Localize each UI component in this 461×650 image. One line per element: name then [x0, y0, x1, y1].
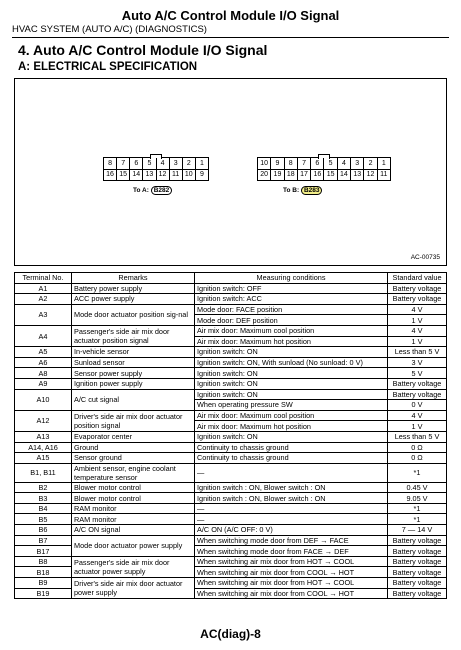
- remarks-cell: Battery power supply: [72, 283, 195, 294]
- connector-a-pin: 15: [117, 169, 130, 180]
- terminal-cell: A4: [15, 325, 72, 346]
- remarks-cell: RAM monitor: [72, 514, 195, 525]
- standard-value-cell: Battery voltage: [388, 294, 447, 305]
- terminal-cell: B9: [15, 578, 72, 589]
- terminal-cell: A3: [15, 304, 72, 325]
- standard-value-cell: 1 V: [388, 421, 447, 432]
- connector-a-pin: 14: [130, 169, 143, 180]
- standard-value-cell: Less than 5 V: [388, 347, 447, 358]
- condition-cell: When switching air mix door from HOT → COOL: [195, 556, 388, 567]
- standard-value-cell: Battery voltage: [388, 546, 447, 557]
- connector-b-code: B283: [301, 186, 323, 195]
- connector-a-top-row: [104, 158, 208, 169]
- connector-b-pin: 8: [285, 158, 298, 169]
- connector-b-bottom-row: [258, 169, 390, 180]
- condition-cell: —: [195, 503, 388, 514]
- table-row: [15, 283, 447, 294]
- remarks-cell: A/C cut signal: [72, 389, 195, 410]
- connector-b-pin: 3: [351, 158, 364, 169]
- connector-a-pin: 4: [157, 158, 170, 169]
- connector-b-pin: 16: [311, 169, 324, 180]
- condition-cell: Air mix door: Maximum hot position: [195, 421, 388, 432]
- standard-value-cell: 3 V: [388, 357, 447, 368]
- terminal-cell: B19: [15, 588, 72, 599]
- condition-cell: Ignition switch: OFF: [195, 283, 388, 294]
- standard-value-cell: *1: [388, 503, 447, 514]
- remarks-cell: Passenger's side air mix door actuator position signal: [72, 325, 195, 346]
- connector-a-pin: 16: [104, 169, 117, 180]
- connector-b-pin: 9: [271, 158, 284, 169]
- section-title: 4. Auto A/C Control Module I/O Signal: [18, 42, 268, 58]
- connector-b-pin: 12: [364, 169, 377, 180]
- terminal-cell: B3: [15, 493, 72, 504]
- remarks-cell: Ignition power supply: [72, 378, 195, 389]
- page-number: AC(diag)-8: [200, 627, 261, 641]
- table-row: [15, 442, 447, 453]
- condition-cell: Ignition switch : ON, Blower switch : ON: [195, 493, 388, 504]
- condition-cell: —: [195, 514, 388, 525]
- remarks-cell: A/C ON signal: [72, 525, 195, 536]
- remarks-cell: Driver's side air mix door actuator position signal: [72, 410, 195, 431]
- connector-b-pin: 1: [381, 160, 386, 167]
- terminal-cell: A8: [15, 368, 72, 379]
- terminal-cell: B2: [15, 482, 72, 493]
- connector-b-pin: 14: [338, 169, 351, 180]
- figure-code: AC-00735: [410, 254, 440, 261]
- standard-value-cell: Battery voltage: [388, 535, 447, 546]
- standard-value-cell: Battery voltage: [388, 556, 447, 567]
- terminal-cell: A13: [15, 431, 72, 442]
- remarks-cell: ACC power supply: [72, 294, 195, 305]
- table-row: [15, 347, 447, 358]
- condition-cell: When switching mode door from FACE → DEF: [195, 546, 388, 557]
- connector-a: [103, 157, 209, 181]
- table-row: [15, 368, 447, 379]
- table-row: [15, 389, 447, 400]
- standard-value-cell: 4 V: [388, 304, 447, 315]
- connector-b-pin: 10: [258, 158, 271, 169]
- connector-a-pin: 12: [157, 169, 170, 180]
- remarks-cell: Mode door actuator power supply: [72, 535, 195, 556]
- connector-a-pin: 3: [170, 158, 183, 169]
- terminal-cell: B7: [15, 535, 72, 546]
- table-header-row: [15, 273, 447, 284]
- terminal-cell: B6: [15, 525, 72, 536]
- remarks-cell: Ground: [72, 442, 195, 453]
- condition-cell: When switching mode door from DEF → FACE: [195, 535, 388, 546]
- condition-cell: Ignition switch: ACC: [195, 294, 388, 305]
- standard-value-cell: 7 — 14 V: [388, 525, 447, 536]
- terminal-cell: B17: [15, 546, 72, 557]
- standard-value-cell: Battery voltage: [388, 283, 447, 294]
- condition-cell: Ignition switch: ON: [195, 389, 388, 400]
- connector-a-pin: 6: [130, 158, 143, 169]
- connector-a-pin: 9: [199, 171, 204, 178]
- remarks-cell: Sunload sensor: [72, 357, 195, 368]
- header-divider: [12, 37, 449, 38]
- standard-value-cell: *1: [388, 514, 447, 525]
- connector-b-caption: [283, 186, 322, 195]
- remarks-cell: Evaporator center: [72, 431, 195, 442]
- table-row: [15, 535, 447, 546]
- connector-a-pin: 7: [117, 158, 130, 169]
- page-header-subtitle: HVAC SYSTEM (AUTO A/C) (DIAGNOSTICS): [12, 24, 207, 35]
- remarks-cell: Sensor power supply: [72, 368, 195, 379]
- remarks-cell: Mode door actuator position sig-nal: [72, 304, 195, 325]
- connector-b-pin: 19: [271, 169, 284, 180]
- terminal-cell: A14, A16: [15, 442, 72, 453]
- condition-cell: Ignition switch : ON, Blower switch : ON: [195, 482, 388, 493]
- terminal-cell: A2: [15, 294, 72, 305]
- condition-cell: Air mix door: Maximum cool position: [195, 410, 388, 421]
- connector-b-pin: 18: [285, 169, 298, 180]
- remarks-cell: In-vehicle sensor: [72, 347, 195, 358]
- connector-a-pin: 10: [183, 169, 196, 180]
- connector-a-pin: 2: [183, 158, 196, 169]
- standard-value-cell: 9.05 V: [388, 493, 447, 504]
- connector-figure: [14, 78, 447, 266]
- terminal-cell: B1, B11: [15, 463, 72, 482]
- standard-value-cell: 0 Ω: [388, 453, 447, 464]
- remarks-cell: RAM monitor: [72, 503, 195, 514]
- standard-value-cell: Battery voltage: [388, 567, 447, 578]
- standard-value-cell: 0.45 V: [388, 482, 447, 493]
- table-row: [15, 463, 447, 482]
- condition-cell: A/C ON (A/C OFF: 0 V): [195, 525, 388, 536]
- condition-cell: Ignition switch: ON: [195, 431, 388, 442]
- table-body: [15, 283, 447, 599]
- connector-b-pin: 17: [298, 169, 311, 180]
- condition-cell: —: [195, 463, 388, 482]
- condition-cell: When switching air mix door from HOT → COOL: [195, 578, 388, 589]
- connector-a-caption: [133, 186, 172, 195]
- table-row: [15, 325, 447, 336]
- table-row: [15, 503, 447, 514]
- connector-b-pin: 7: [298, 158, 311, 169]
- terminal-cell: A5: [15, 347, 72, 358]
- header-conditions: Measuring conditions: [195, 273, 388, 284]
- standard-value-cell: Battery voltage: [388, 389, 447, 400]
- connector-a-pin: 1: [199, 160, 204, 167]
- condition-cell: Air mix door: Maximum hot position: [195, 336, 388, 347]
- standard-value-cell: Battery voltage: [388, 588, 447, 599]
- connector-b-pin: 11: [380, 171, 388, 178]
- remarks-cell: Blower motor control: [72, 482, 195, 493]
- terminal-cell: B5: [15, 514, 72, 525]
- standard-value-cell: 1 V: [388, 315, 447, 326]
- remarks-cell: Blower motor control: [72, 493, 195, 504]
- terminal-cell: B18: [15, 567, 72, 578]
- connector-b-pin: 13: [351, 169, 364, 180]
- connector-b-pin: 20: [258, 169, 271, 180]
- subsection-title: A: ELECTRICAL SPECIFICATION: [18, 61, 198, 73]
- connector-a-pin: 5: [143, 158, 156, 169]
- remarks-cell: Driver's side air mix door actuator power supply: [72, 578, 195, 599]
- standard-value-cell: 4 V: [388, 410, 447, 421]
- connector-a-pin: 8: [104, 158, 117, 169]
- condition-cell: Continuity to chassis ground: [195, 453, 388, 464]
- io-signal-table: [14, 272, 447, 599]
- standard-value-cell: 5 V: [388, 368, 447, 379]
- remarks-cell: Sensor ground: [72, 453, 195, 464]
- standard-value-cell: 0 V: [388, 400, 447, 411]
- table-row: [15, 514, 447, 525]
- connector-b-pin: 6: [311, 158, 324, 169]
- table-row: [15, 453, 447, 464]
- standard-value-cell: Less than 5 V: [388, 431, 447, 442]
- condition-cell: Mode door: DEF position: [195, 315, 388, 326]
- table-row: [15, 294, 447, 305]
- condition-cell: When operating pressure SW: [195, 400, 388, 411]
- terminal-cell: A15: [15, 453, 72, 464]
- condition-cell: Ignition switch: ON, With sunload (No sunload: 0 V): [195, 357, 388, 368]
- terminal-cell: A10: [15, 389, 72, 410]
- table-row: [15, 578, 447, 589]
- table-row: [15, 493, 447, 504]
- terminal-cell: B8: [15, 556, 72, 567]
- table-row: [15, 357, 447, 368]
- condition-cell: When switching air mix door from COOL → HOT: [195, 567, 388, 578]
- table-row: [15, 378, 447, 389]
- connector-a-label: To A:: [133, 187, 149, 194]
- connector-b-label: To B:: [283, 187, 300, 194]
- standard-value-cell: 0 Ω: [388, 442, 447, 453]
- connector-b: [257, 157, 391, 181]
- header-remarks: Remarks: [72, 273, 195, 284]
- remarks-cell: Ambient sensor, engine coolant temperature sensor: [72, 463, 195, 482]
- header-standard-value: Standard value: [388, 273, 447, 284]
- standard-value-cell: *1: [388, 463, 447, 482]
- connector-b-top-row: [258, 158, 390, 169]
- condition-cell: Ignition switch: ON: [195, 347, 388, 358]
- terminal-cell: A9: [15, 378, 72, 389]
- connector-a-bottom-row: [104, 169, 208, 180]
- standard-value-cell: 1 V: [388, 336, 447, 347]
- connector-a-pin: 11: [170, 169, 183, 180]
- table-row: [15, 482, 447, 493]
- table-row: [15, 525, 447, 536]
- table-row: [15, 556, 447, 567]
- table-row: [15, 431, 447, 442]
- standard-value-cell: 4 V: [388, 325, 447, 336]
- table-row: [15, 410, 447, 421]
- condition-cell: Air mix door: Maximum cool position: [195, 325, 388, 336]
- condition-cell: Ignition switch: ON: [195, 368, 388, 379]
- header-terminal: Terminal No.: [15, 273, 72, 284]
- connector-b-pin: 2: [364, 158, 377, 169]
- standard-value-cell: Battery voltage: [388, 378, 447, 389]
- connector-b-pin: 4: [338, 158, 351, 169]
- connector-b-pin: 15: [324, 169, 337, 180]
- condition-cell: Ignition switch: ON: [195, 378, 388, 389]
- condition-cell: Continuity to chassis ground: [195, 442, 388, 453]
- page-header-title: Auto A/C Control Module I/O Signal: [121, 8, 340, 23]
- table-row: [15, 304, 447, 315]
- condition-cell: Mode door: FACE position: [195, 304, 388, 315]
- connector-a-code: B282: [151, 186, 173, 195]
- terminal-cell: A6: [15, 357, 72, 368]
- remarks-cell: Passenger's side air mix door actuator power supply: [72, 556, 195, 577]
- terminal-cell: A12: [15, 410, 72, 431]
- terminal-cell: A1: [15, 283, 72, 294]
- standard-value-cell: Battery voltage: [388, 578, 447, 589]
- terminal-cell: B4: [15, 503, 72, 514]
- condition-cell: When switching air mix door from COOL → HOT: [195, 588, 388, 599]
- connector-a-pin: 13: [143, 169, 156, 180]
- connector-b-pin: 5: [324, 158, 337, 169]
